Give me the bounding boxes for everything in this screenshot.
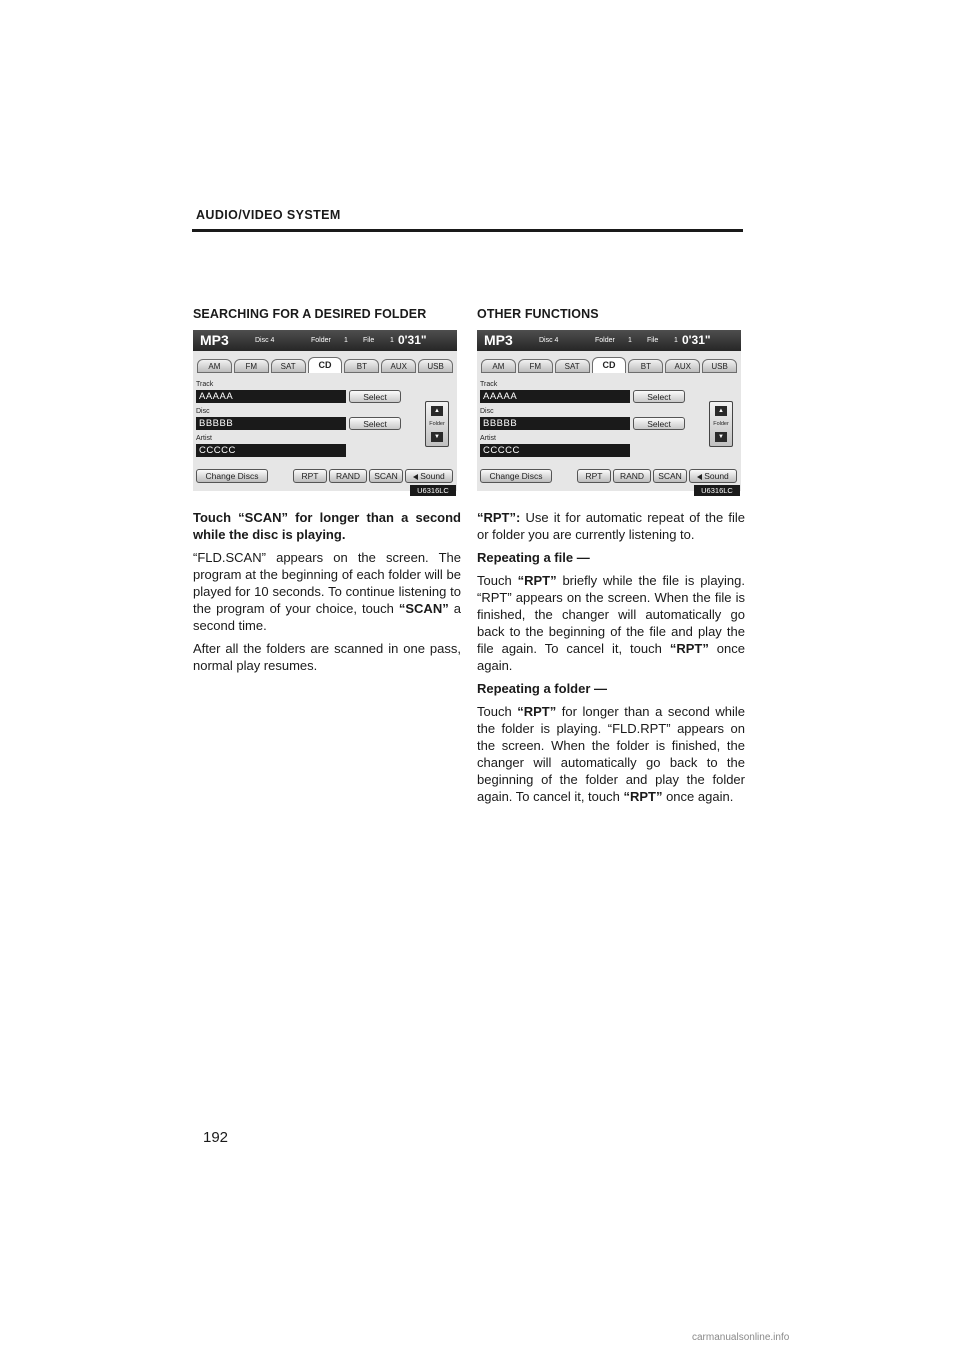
disc-label: Disc xyxy=(480,408,494,415)
page-number: 192 xyxy=(203,1129,229,1146)
folder-selector xyxy=(709,401,733,447)
searching-heading: SEARCHING FOR A DESIRED FOLDER xyxy=(193,307,427,321)
tab-cd[interactable]: CD xyxy=(308,357,343,373)
change-discs-button[interactable]: Change Discs xyxy=(480,469,552,483)
disc-indicator: Disc 4 xyxy=(255,337,275,344)
rand-button[interactable]: RAND xyxy=(613,469,651,483)
scan-description xyxy=(193,549,461,634)
right-body xyxy=(477,509,745,805)
sound-label: Sound xyxy=(420,471,445,481)
speaker-icon xyxy=(413,474,418,480)
rpt-button[interactable]: RPT xyxy=(577,469,611,483)
tab-cd[interactable]: CD xyxy=(592,357,627,373)
audio-screen-illustration xyxy=(193,330,457,495)
rpt-term: “RPT”: xyxy=(477,510,521,525)
folder-key-1: “RPT” xyxy=(517,704,557,719)
tab-am[interactable]: AM xyxy=(481,359,516,373)
artist-label: Artist xyxy=(196,435,212,442)
rpt-button[interactable]: RPT xyxy=(293,469,327,483)
disc-label: Disc xyxy=(196,408,210,415)
folder-number: 1 xyxy=(628,337,632,344)
tab-usb[interactable]: USB xyxy=(418,359,453,373)
tab-sat[interactable]: SAT xyxy=(271,359,306,373)
tab-fm[interactable]: FM xyxy=(234,359,269,373)
folder-up-icon[interactable]: ▲ xyxy=(715,406,727,416)
disc-select-button[interactable]: Select xyxy=(633,417,685,430)
folder-selector xyxy=(425,401,449,447)
disc-select-button[interactable]: Select xyxy=(349,417,401,430)
sound-button[interactable] xyxy=(405,469,453,483)
disc-field: BBBBB xyxy=(196,417,346,430)
scan-resume: After all the folders are scanned in one pass, normal play resumes. xyxy=(193,641,461,673)
tab-aux[interactable]: AUX xyxy=(381,359,416,373)
track-label: Track xyxy=(480,381,498,388)
sound-button[interactable] xyxy=(689,469,737,483)
file-text-2: briefly while the file is playing. “RPT” appears on the screen. When the file is finished, the changer will automatically go back to the beginning of the file and play the file again. To cancel it, touch xyxy=(477,573,746,656)
track-select-button[interactable]: Select xyxy=(349,390,401,403)
section-title: AUDIO/VIDEO SYSTEM xyxy=(196,208,341,222)
file-number: 1 xyxy=(390,337,394,344)
mode-label: MP3 xyxy=(200,332,229,348)
artist-field: CCCCC xyxy=(196,444,346,457)
elapsed-time: 0'31" xyxy=(398,333,427,347)
tab-am[interactable]: AM xyxy=(197,359,232,373)
track-field: AAAAA xyxy=(480,390,630,403)
source-tabs xyxy=(481,357,737,373)
scan-button[interactable]: SCAN xyxy=(653,469,687,483)
figure-code: U6316LC xyxy=(410,485,456,496)
track-field: AAAAA xyxy=(196,390,346,403)
left-column xyxy=(193,307,461,680)
disc-indicator: Disc 4 xyxy=(539,337,559,344)
repeat-file-text xyxy=(477,572,745,674)
tab-bt[interactable]: BT xyxy=(344,359,379,373)
sound-label: Sound xyxy=(704,471,729,481)
folder-up-icon[interactable]: ▲ xyxy=(431,406,443,416)
rand-button[interactable]: RAND xyxy=(329,469,367,483)
folder-key-2: “RPT” xyxy=(623,789,663,804)
folder-text-2: for longer than a second while the folder is playing. “FLD.RPT” appears on the screen. When the folder is finished, the changer will automatically go back to the beginning of the folder and play the folder again. To cancel it, touch xyxy=(477,704,745,804)
file-text-3: once again. xyxy=(477,641,745,673)
scan-button[interactable]: SCAN xyxy=(369,469,403,483)
folder-text-3: once again. xyxy=(662,789,734,804)
file-indicator: File xyxy=(363,337,375,344)
scan-key: “SCAN” xyxy=(398,601,449,616)
audio-screen-illustration-2 xyxy=(477,330,741,495)
left-body xyxy=(193,509,461,674)
folder-indicator: Folder xyxy=(311,337,331,344)
scan-text-1: “FLD.SCAN” appears on the screen. The program at the beginning of each folder will be played for 10 seconds. To continue listening to the program of your choice, touch xyxy=(193,550,461,616)
folder-number: 1 xyxy=(344,337,348,344)
file-key-1: “RPT” xyxy=(517,573,557,588)
right-column xyxy=(477,307,745,811)
tab-usb[interactable]: USB xyxy=(702,359,737,373)
page-header xyxy=(192,208,743,232)
folder-label: Folder xyxy=(713,421,729,427)
speaker-icon xyxy=(697,474,702,480)
folder-down-icon[interactable]: ▼ xyxy=(431,432,443,442)
artist-field: CCCCC xyxy=(480,444,630,457)
artist-label: Artist xyxy=(480,435,496,442)
change-discs-button[interactable]: Change Discs xyxy=(196,469,268,483)
watermark: carmanualsonline.info xyxy=(692,1332,790,1343)
repeat-folder-text xyxy=(477,703,745,805)
file-key-2: “RPT” xyxy=(669,641,709,656)
mode-label: MP3 xyxy=(484,332,513,348)
scan-text-2: a second time. xyxy=(193,601,461,633)
screen-status-bar xyxy=(477,330,741,351)
tab-aux[interactable]: AUX xyxy=(665,359,700,373)
tab-bt[interactable]: BT xyxy=(628,359,663,373)
tab-sat[interactable]: SAT xyxy=(555,359,590,373)
rpt-text: Use it for automatic repeat of the file or folder you are currently listening to. xyxy=(477,510,745,542)
file-text-1: Touch xyxy=(477,573,518,588)
rpt-description xyxy=(477,509,745,543)
folder-text-1: Touch xyxy=(477,704,518,719)
repeat-file-heading: Repeating a file — xyxy=(477,550,590,565)
file-number: 1 xyxy=(674,337,678,344)
file-indicator: File xyxy=(647,337,659,344)
other-functions-heading: OTHER FUNCTIONS xyxy=(477,307,599,321)
header-rule xyxy=(192,229,743,232)
screen-status-bar xyxy=(193,330,457,351)
repeat-folder-heading: Repeating a folder — xyxy=(477,681,608,696)
figure-code: U6316LC xyxy=(694,485,740,496)
disc-field: BBBBB xyxy=(480,417,630,430)
track-select-button[interactable]: Select xyxy=(633,390,685,403)
folder-down-icon[interactable]: ▼ xyxy=(715,432,727,442)
track-label: Track xyxy=(196,381,214,388)
tab-fm[interactable]: FM xyxy=(518,359,553,373)
source-tabs xyxy=(197,357,453,373)
scan-instruction: Touch “SCAN” for longer than a second while the disc is playing. xyxy=(193,510,461,542)
folder-indicator: Folder xyxy=(595,337,615,344)
elapsed-time: 0'31" xyxy=(682,333,711,347)
folder-label: Folder xyxy=(429,421,445,427)
